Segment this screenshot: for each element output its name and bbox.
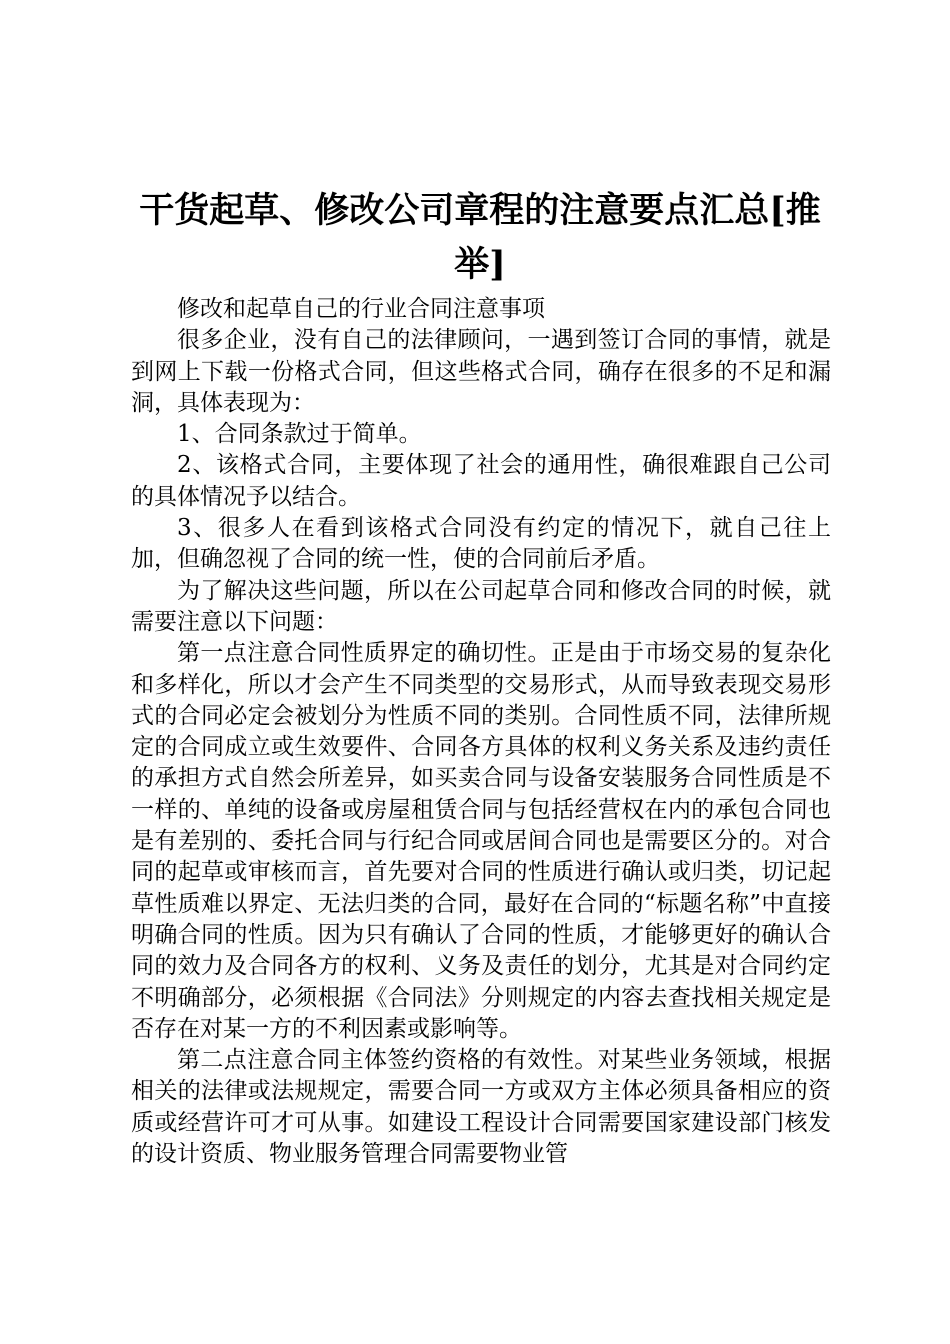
paragraph-transition: 为了解决这些问题，所以在公司起草合同和修改合同的时候，就需要注意以下问题： [131, 577, 831, 635]
paragraph-point-3: 3、很多人在看到该格式合同没有约定的情况下，就自己往上加，但确忽视了合同的统一性，使的合同前后矛盾。 [131, 515, 831, 573]
paragraph-intro: 很多企业，没有自己的法律顾问，一遇到签订合同的事情，就是到网上下载一份格式合同，但这些格式合同，确存在很多的不足和漏洞，具体表现为： [131, 327, 831, 416]
paragraph-point-2: 2、该格式合同，主要体现了社会的通用性，确很难跟自己公司的具体情况予以结合。 [131, 452, 831, 510]
paragraph-subtitle: 修改和起草自己的行业合同注意事项 [177, 296, 545, 322]
paragraph-point-1: 1、合同条款过于简单。 [177, 421, 422, 448]
document-body [131, 294, 831, 1170]
paragraph-second-point: 第二点注意合同主体签约资格的有效性。对某些业务领域，根据相关的法律或法规规定，需要合同一方或双方主体必须具备相应的资质或经营许可才可从事。如建设工程设计合同需要国家建设部门核发的设计资质、物业服务管理合同需要物业管 [131, 1047, 831, 1168]
document-title: 干货起草、修改公司章程的注意要点汇总[推举] [139, 190, 821, 285]
paragraph-first-point: 第一点注意合同性质界定的确切性。正是由于市场交易的复杂化和多样化，所以才会产生不同类型的交易形式，从而导致表现交易形式的合同必定会被划分为性质不同的类别。合同性质不同，法律所规定的合同成立或生效要件、合同各方具体的权利义务关系及违约责任的承担方式自然会所差异，如买卖合同与设备安装服务合同性质是不一样的、单纯的设备或房屋租赁合同与包括经营权在内的承包合同也是有差别的、委托合同与行纪合同或居间合同也是需要区分的。对合同的起草或审核而言，首先要对合同的性质进行确认或归类，切记起草性质难以界定、无法归类的合同，最好在合同的“标题名称”中直接明确合同的性质。因为只有确认了合同的性质，才能够更好的确认合同的效力及合同各方的权利、义务及责任的划分，尤其是对合同约定不明确部分，必须根据《合同法》分则规定的内容去查找相关规定是否存在对某一方的不利因素或影响等。 [131, 640, 831, 1042]
